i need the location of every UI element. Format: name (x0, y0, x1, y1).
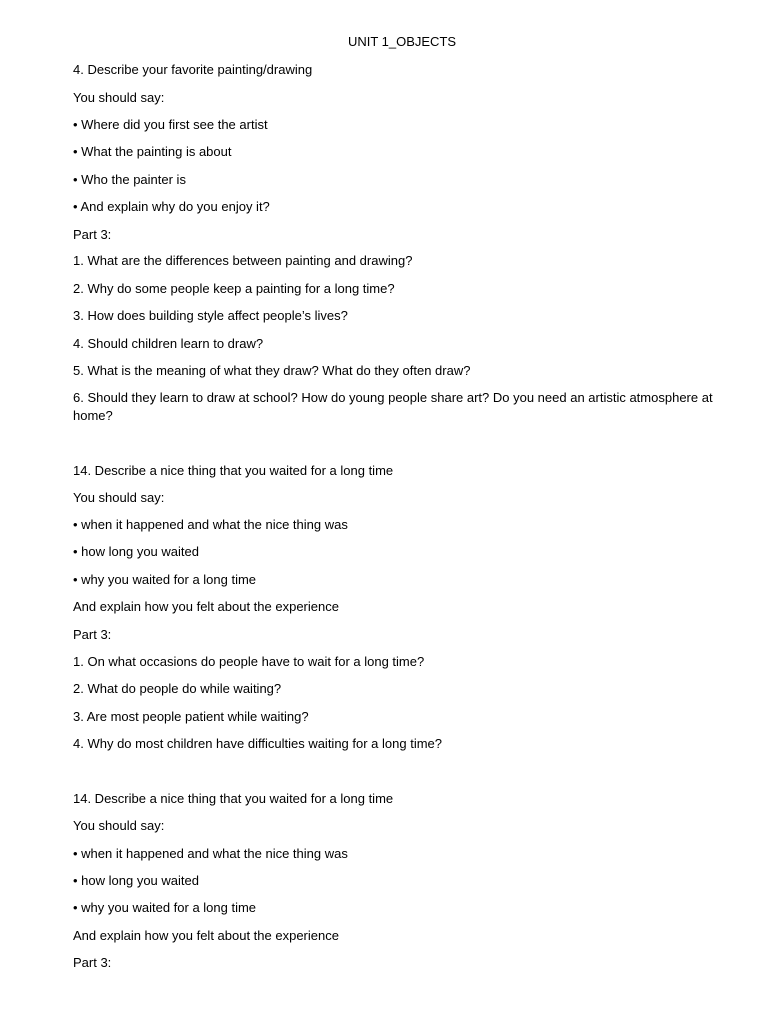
section3-you-should-say: You should say: (73, 818, 165, 833)
section1-question: 5. What is the meaning of what they draw? What do they often draw? (73, 363, 471, 378)
section1-question: 4. Should children learn to draw? (73, 336, 264, 351)
section1-question: 1. What are the differences between painting and drawing? (73, 253, 413, 268)
section1-bullet: • Who the painter is (73, 172, 186, 187)
section2-you-should-say: You should say: (73, 490, 165, 505)
section2-question: 4. Why do most children have difficulties waiting for a long time? (73, 736, 442, 751)
section2-part3-label: Part 3: (73, 627, 112, 642)
section1-bullet: • And explain why do you enjoy it? (73, 199, 270, 214)
section3-heading: 14. Describe a nice thing that you waited for a long time (73, 791, 394, 806)
section2-question: 1. On what occasions do people have to wait for a long time? (73, 654, 425, 669)
section1-bullet: • What the painting is about (73, 144, 232, 159)
section3-explain: And explain how you felt about the experience (73, 928, 339, 943)
section1-question: 3. How does building style affect people’s lives? (73, 308, 348, 323)
section3-bullet: • when it happened and what the nice thing was (73, 846, 348, 861)
section1-question: 6. Should they learn to draw at school? How do young people share art? Do you need an artistic atmosphere at home? (73, 390, 713, 423)
section3-bullet: • how long you waited (73, 873, 199, 888)
section2-question: 3. Are most people patient while waiting? (73, 709, 309, 724)
section1-bullet: • Where did you first see the artist (73, 117, 268, 132)
section2-question: 2. What do people do while waiting? (73, 681, 282, 696)
section3-bullet: • why you waited for a long time (73, 900, 257, 915)
section1-heading: 4. Describe your favorite painting/drawing (73, 62, 313, 77)
section2-bullet: • how long you waited (73, 544, 199, 559)
section2-explain: And explain how you felt about the experience (73, 599, 339, 614)
page-title: UNIT 1_OBJECTS (347, 34, 457, 49)
section2-bullet: • why you waited for a long time (73, 572, 257, 587)
section1-part3-label: Part 3: (73, 227, 112, 242)
section2-bullet: • when it happened and what the nice thing was (73, 517, 348, 532)
section1-you-should-say: You should say: (73, 90, 165, 105)
section3-part3-label: Part 3: (73, 955, 112, 970)
section1-question: 2. Why do some people keep a painting for a long time? (73, 281, 395, 296)
section2-heading: 14. Describe a nice thing that you waited for a long time (73, 463, 394, 478)
